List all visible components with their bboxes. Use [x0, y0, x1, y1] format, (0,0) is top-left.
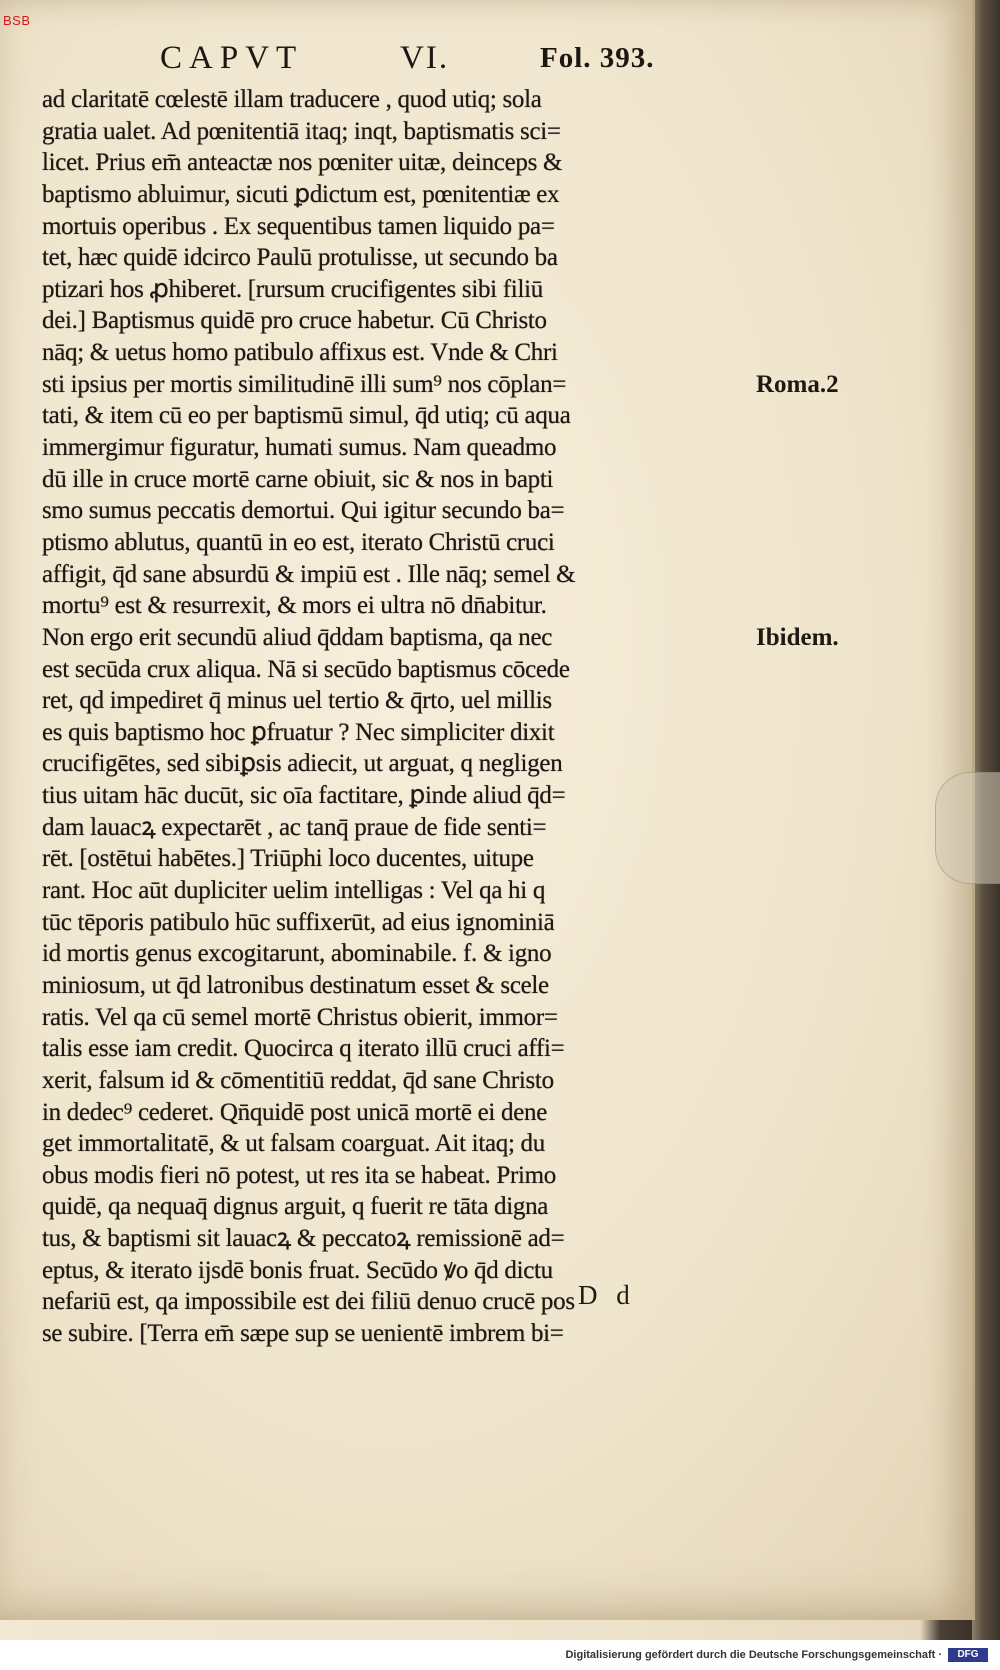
- running-head: [160, 40, 720, 80]
- text-line: tūc tēporis patibulo hūc suffixerūt, ad eius ignominiā: [42, 908, 555, 936]
- text-line: ad claritatē cœlestē illam traducere , quod utiq; sola: [42, 86, 542, 113]
- running-head-caput: CAPVT: [160, 40, 304, 76]
- text-line: mortu⁹ est & resurrexit, & mors ei ultra nō dn̄abitur.: [42, 592, 547, 620]
- text-line: tius uitam hāc ducūt, sic oīa factitare, ꝑinde aliud q̄d=: [42, 782, 566, 810]
- text-line: ratis. Vel qa cū semel mortē Christus obierit, immor=: [42, 1003, 558, 1031]
- text-line: crucifigētes, sed sibiꝑsis adiecit, ut arguat, q negligen: [42, 750, 563, 778]
- text-line: es quis baptismo hoc ꝑfruatur ? Nec simpliciter dixit: [42, 718, 555, 746]
- page-clip: [935, 772, 1000, 884]
- text-line: nefariū est, qa impossibile est dei filiū denuo crucē pos: [42, 1288, 575, 1316]
- signature-mark: D d: [578, 1280, 636, 1310]
- text-line: rēt. [ostētui habētes.] Triūphi loco ducentes, uitupe: [42, 845, 534, 873]
- text-line: rant. Hoc aūt dupliciter uelim intelligas : Vel qa hi q: [42, 877, 546, 905]
- show-through-ghost: [790, 96, 796, 122]
- text-line: dei.] Baptismus quidē pro cruce habetur. Cū Christo: [42, 307, 547, 335]
- text-line: id mortis genus excogitarunt, abominabile. f. & igno: [42, 940, 552, 968]
- text-line: gratia ualet. Ad pœnitentiā itaq; inqt, baptismatis sci=: [42, 117, 561, 145]
- text-line: quidē, qa nequaq̄ dignus arguit, q fuerit re tāta digna: [42, 1193, 549, 1221]
- text-line: affigit, q̄d sane absurdū & impiū est . Ille nāq; semel &: [42, 560, 576, 588]
- text-line: tus, & baptismi sit lauacꝝ & peccatoꝝ remissionē ad=: [42, 1225, 565, 1253]
- text-line: smo sumus peccatis demortui. Qui igitur secundo ba=: [42, 497, 565, 525]
- text-line: dam lauacꝝ expectarēt , ac tanq̄ praue de fide senti=: [42, 813, 547, 841]
- text-line: obus modis fieri nō potest, ut res ita se habeat. Primo: [42, 1161, 556, 1189]
- text-line: sti ipsius per mortis similitudinē illi sum⁹ nos cōplan=: [42, 370, 567, 398]
- text-line: in dedec⁹ cederet. Qn̄quidē post unicā mortē ei dene: [42, 1098, 548, 1126]
- text-line: dū ille in cruce mortē carne obiuit, sic & nos in bapti: [42, 465, 554, 493]
- text-line: miniosum, ut q̄d latronibus destinatum esset & scele: [42, 971, 549, 999]
- text-line: est secūda crux aliqua. Nā si secūdo baptismus cōcede: [42, 655, 570, 683]
- dfg-logo: DFG: [948, 1648, 988, 1662]
- running-head-chapter: VI.: [400, 40, 450, 76]
- text-line: eptus, & iterato ijsdē bonis fruat. Secūdo ꝟo q̄d dictu: [42, 1256, 553, 1284]
- margin-note: Roma.2: [756, 370, 839, 398]
- text-line: immergimur figuratur, humati sumus. Nam queadmo: [42, 434, 557, 462]
- text-line: ptismo ablutus, quantū in eo est, iterato Christū cruci: [42, 528, 555, 556]
- text-line: talis esse iam credit. Quocirca q iterato illū cruci affi=: [42, 1035, 565, 1063]
- text-line: Non ergo erit secundū aliud q̄ddam baptisma, qa nec: [42, 623, 553, 651]
- text-line: baptismo abluimur, sicuti ꝑdictum est, pœnitentiæ ex: [42, 180, 560, 208]
- text-line: xerit, falsum id & cōmentitiū reddat, q̄d sane Christo: [42, 1066, 554, 1094]
- text-line: get immortalitatē, & ut falsam coarguat. Ait itaq; du: [42, 1130, 545, 1158]
- text-line: mortuis operibus . Ex sequentibus tamen liquido pa=: [42, 212, 555, 240]
- text-line: se subire. [Terra em̄ sæpe sup se uenientē imbrem bi=: [42, 1319, 564, 1347]
- text-line: tet, hæc quidē idcirco Paulū protulisse, ut secundo ba: [42, 244, 558, 272]
- text-line: ptizari hos ꝓhiberet. [rursum crucifigentes sibi filiū: [42, 275, 543, 303]
- folio-number: Fol. 393.: [540, 42, 655, 74]
- margin-note: Ibidem.: [756, 624, 839, 652]
- library-mark: BSB: [3, 13, 31, 28]
- text-line: ret, qd impediret q̄ minus uel tertio & q̄rto, uel millis: [42, 687, 552, 715]
- footer-credit: Digitalisierung gefördert durch die Deutsche Forschungsgemeinschaft ·: [565, 1649, 942, 1661]
- text-line: nāq; & uetus homo patibulo affixus est. Vnde & Chri: [42, 339, 558, 367]
- body-text: [42, 84, 742, 1350]
- text-line: licet. Prius em̄ anteactæ nos pœniter uitæ, deinceps &: [42, 149, 563, 177]
- text-line: tati, & item cū eo per baptismū simul, q̄d utiq; cū aqua: [42, 402, 571, 430]
